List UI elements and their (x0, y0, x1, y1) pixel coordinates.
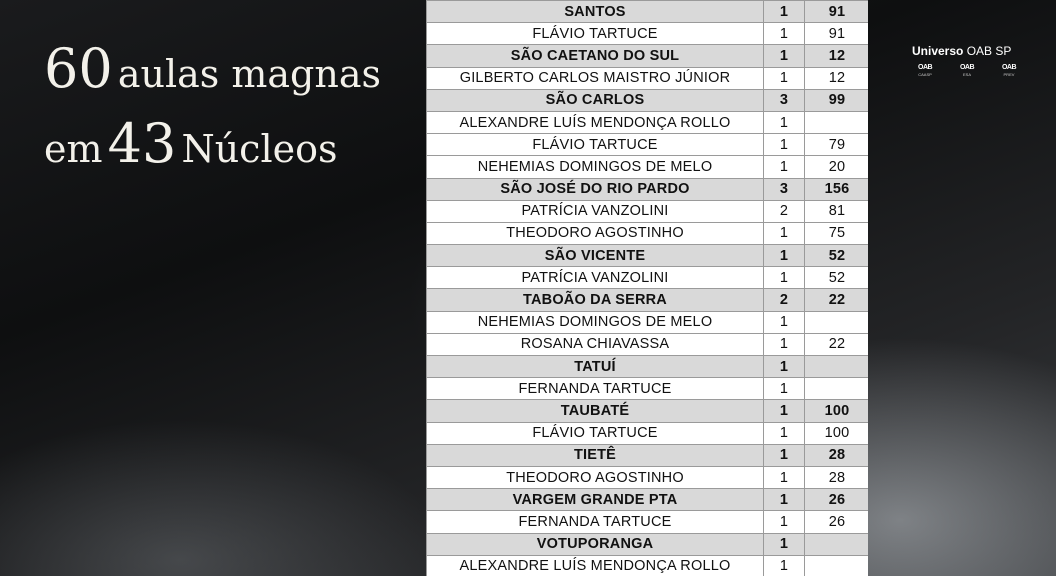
total-cell: 91 (805, 1, 869, 23)
name-cell: THEODORO AGOSTINHO (427, 222, 764, 244)
quantity-cell: 1 (764, 444, 805, 466)
total-cell: 91 (805, 23, 869, 45)
quantity-cell: 1 (764, 356, 805, 378)
oab-mark-sub: PREV (1003, 72, 1015, 77)
total-cell (805, 111, 869, 133)
total-cell: 12 (805, 45, 869, 67)
quantity-cell: 1 (764, 45, 805, 67)
name-cell: SÃO CAETANO DO SUL (427, 45, 764, 67)
headline-line-2 (44, 113, 381, 188)
oab-prev-mark (1002, 64, 1016, 77)
quantity-cell: 1 (764, 1, 805, 23)
name-cell: TABOÃO DA SERRA (427, 289, 764, 311)
total-cell: 22 (805, 333, 869, 355)
quantity-cell: 1 (764, 222, 805, 244)
name-cell: VOTUPORANGA (427, 533, 764, 555)
quantity-cell: 1 (764, 23, 805, 45)
name-cell: FERNANDA TARTUCE (427, 378, 764, 400)
oab-mark-sub: ESA (962, 72, 971, 77)
lecturer-row (427, 67, 869, 89)
total-cell: 52 (805, 245, 869, 267)
name-cell: VARGEM GRANDE PTA (427, 489, 764, 511)
lecture-table-container (426, 0, 868, 576)
name-cell: ALEXANDRE LUÍS MENDONÇA ROLLO (427, 555, 764, 576)
lecturer-row (427, 156, 869, 178)
lecturer-row (427, 333, 869, 355)
name-cell: FLÁVIO TARTUCE (427, 422, 764, 444)
lecturer-row (427, 466, 869, 488)
nucleus-row (427, 89, 869, 111)
quantity-cell: 1 (764, 489, 805, 511)
total-cell: 100 (805, 422, 869, 444)
oab-mark-glyph: OAB (918, 64, 933, 71)
nucleus-label: Núcleos (181, 127, 338, 171)
lecture-count: 60 (44, 37, 113, 100)
name-cell: SÃO VICENTE (427, 245, 764, 267)
nucleus-row (427, 444, 869, 466)
universo-oab-sp-logo (912, 44, 1022, 77)
lecturer-row (427, 378, 869, 400)
nucleus-row (427, 489, 869, 511)
total-cell (805, 378, 869, 400)
nucleus-row (427, 178, 869, 200)
quantity-cell: 1 (764, 400, 805, 422)
quantity-cell: 1 (764, 333, 805, 355)
total-cell: 79 (805, 134, 869, 156)
oab-mark-sub: CAASP (918, 72, 932, 77)
name-cell: FLÁVIO TARTUCE (427, 23, 764, 45)
quantity-cell: 1 (764, 111, 805, 133)
name-cell: ALEXANDRE LUÍS MENDONÇA ROLLO (427, 111, 764, 133)
quantity-cell: 1 (764, 156, 805, 178)
name-cell: SÃO JOSÉ DO RIO PARDO (427, 178, 764, 200)
total-cell (805, 555, 869, 576)
headline (44, 38, 381, 188)
nucleus-row (427, 1, 869, 23)
logo-name-bold: Universo (912, 44, 964, 58)
quantity-cell: 1 (764, 67, 805, 89)
total-cell: 99 (805, 89, 869, 111)
nucleus-row (427, 356, 869, 378)
quantity-cell: 2 (764, 289, 805, 311)
total-cell: 100 (805, 400, 869, 422)
lecturer-row (427, 555, 869, 576)
total-cell: 12 (805, 67, 869, 89)
lecturer-row (427, 200, 869, 222)
name-cell: SÃO CARLOS (427, 89, 764, 111)
total-cell: 156 (805, 178, 869, 200)
name-cell: NEHEMIAS DOMINGOS DE MELO (427, 311, 764, 333)
headline-line-1 (44, 38, 381, 113)
name-cell: NEHEMIAS DOMINGOS DE MELO (427, 156, 764, 178)
name-cell: ROSANA CHIAVASSA (427, 333, 764, 355)
name-cell: THEODORO AGOSTINHO (427, 466, 764, 488)
lecturer-row (427, 511, 869, 533)
logo-name-light: OAB SP (966, 44, 1012, 58)
total-cell: 20 (805, 156, 869, 178)
logo-marks (912, 64, 1022, 77)
name-cell: TAUBATÉ (427, 400, 764, 422)
logo-title (912, 44, 1022, 58)
name-cell: FLÁVIO TARTUCE (427, 134, 764, 156)
nucleus-row (427, 400, 869, 422)
quantity-cell: 1 (764, 533, 805, 555)
total-cell: 26 (805, 489, 869, 511)
quantity-cell: 1 (764, 511, 805, 533)
oab-caasp-mark (918, 64, 932, 77)
lecture-table-body (427, 1, 869, 576)
lecturer-row (427, 111, 869, 133)
quantity-cell: 2 (764, 200, 805, 222)
name-cell: TIETÊ (427, 444, 764, 466)
total-cell: 28 (805, 466, 869, 488)
quantity-cell: 1 (764, 267, 805, 289)
total-cell (805, 311, 869, 333)
oab-esa-mark (960, 64, 974, 77)
total-cell: 22 (805, 289, 869, 311)
total-cell (805, 533, 869, 555)
total-cell: 26 (805, 511, 869, 533)
quantity-cell: 1 (764, 466, 805, 488)
total-cell: 52 (805, 267, 869, 289)
quantity-cell: 1 (764, 245, 805, 267)
lecturer-row (427, 134, 869, 156)
headline-prefix: em (44, 127, 103, 171)
quantity-cell: 1 (764, 422, 805, 444)
total-cell: 75 (805, 222, 869, 244)
lecturer-row (427, 267, 869, 289)
name-cell: TATUÍ (427, 356, 764, 378)
total-cell: 28 (805, 444, 869, 466)
nucleus-count: 43 (107, 112, 177, 175)
name-cell: PATRÍCIA VANZOLINI (427, 200, 764, 222)
name-cell: PATRÍCIA VANZOLINI (427, 267, 764, 289)
quantity-cell: 1 (764, 311, 805, 333)
name-cell: FERNANDA TARTUCE (427, 511, 764, 533)
oab-mark-glyph: OAB (959, 64, 975, 71)
nucleus-row (427, 289, 869, 311)
lecturer-row (427, 23, 869, 45)
lecturer-row (427, 222, 869, 244)
quantity-cell: 1 (764, 378, 805, 400)
quantity-cell: 1 (764, 134, 805, 156)
name-cell: SANTOS (427, 1, 764, 23)
quantity-cell: 1 (764, 555, 805, 576)
lecture-table (426, 0, 868, 576)
lecturer-row (427, 311, 869, 333)
quantity-cell: 3 (764, 89, 805, 111)
quantity-cell: 3 (764, 178, 805, 200)
total-cell (805, 356, 869, 378)
nucleus-row (427, 533, 869, 555)
oab-mark-glyph: OAB (1001, 64, 1016, 71)
lecturer-row (427, 422, 869, 444)
total-cell: 81 (805, 200, 869, 222)
nucleus-row (427, 45, 869, 67)
name-cell: GILBERTO CARLOS MAISTRO JÚNIOR (427, 67, 764, 89)
lecture-label: aulas magnas (117, 52, 381, 96)
nucleus-row (427, 245, 869, 267)
